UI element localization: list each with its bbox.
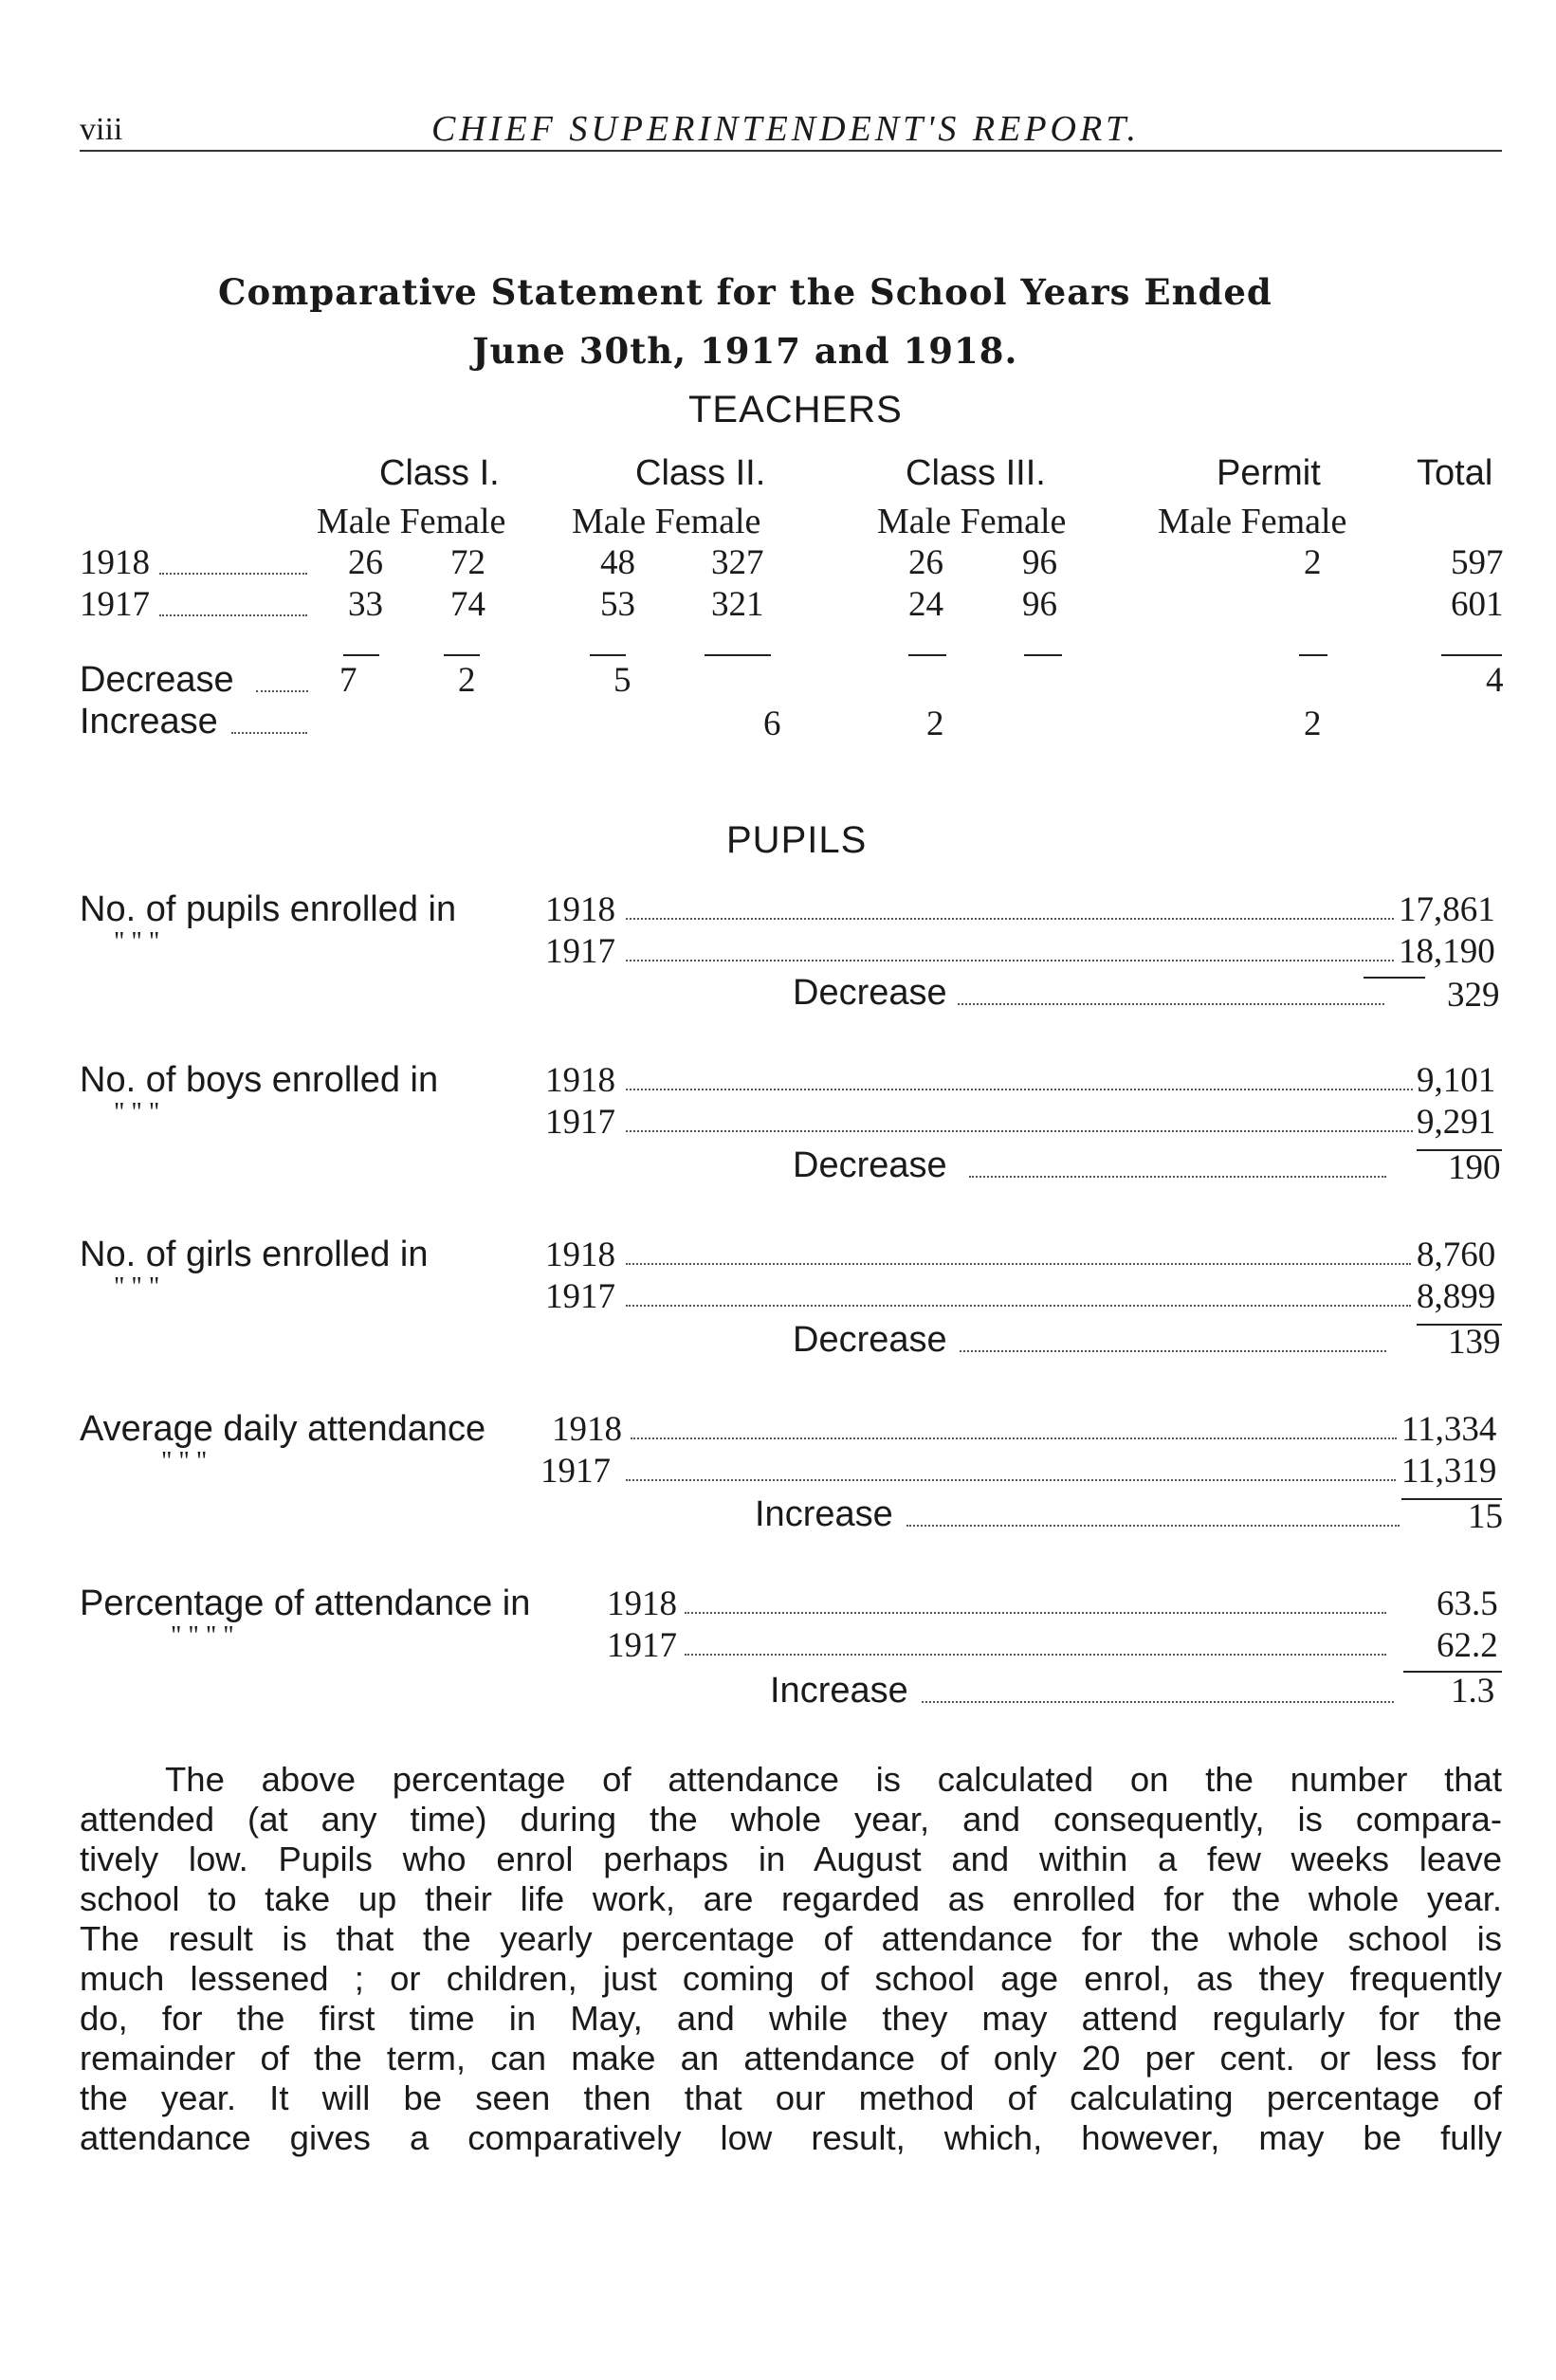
leader-dots xyxy=(685,1654,1386,1656)
permit-header: Permit xyxy=(1217,453,1321,493)
year: 1918 xyxy=(545,890,615,929)
cell: 33 xyxy=(348,585,383,624)
difference: 15 xyxy=(1468,1497,1503,1536)
year: 1918 xyxy=(607,1584,677,1623)
dash xyxy=(908,654,946,656)
leader-dots xyxy=(906,1525,1400,1527)
cell: 6 xyxy=(763,705,781,743)
class-2-subheader: Male Female xyxy=(572,502,761,541)
paragraph-line: The above percentage of attendance is calculated on the number that xyxy=(165,1760,1502,1799)
cell: 24 xyxy=(908,585,943,624)
cell: 26 xyxy=(908,543,943,582)
teachers-heading: TEACHERS xyxy=(688,389,903,430)
girls-enrolled-label: No. of girls enrolled in xyxy=(80,1235,429,1274)
dash xyxy=(444,654,480,656)
row-1918-label: 1918 xyxy=(80,543,150,582)
leader-dots xyxy=(922,1701,1394,1703)
increase-label: Increase xyxy=(755,1494,893,1534)
boys-enrolled-label: No. of boys enrolled in xyxy=(80,1060,439,1100)
ditto-marks: " " " xyxy=(114,927,160,957)
value: 9,101 xyxy=(1417,1061,1496,1100)
title-line-2: June 30th, 1917 and 1918. xyxy=(472,330,1018,372)
cell: 597 xyxy=(1451,543,1504,582)
increase-label: Increase xyxy=(80,702,218,741)
year: 1918 xyxy=(552,1410,622,1449)
leader-dots xyxy=(685,1612,1386,1614)
average-attendance-label: Average daily attendance xyxy=(80,1409,486,1449)
cell: 327 xyxy=(711,543,764,582)
value: 17,861 xyxy=(1399,890,1495,929)
dash xyxy=(1299,654,1327,656)
leader-dots xyxy=(626,1130,1413,1132)
cell: 4 xyxy=(1486,661,1504,700)
leader-dots xyxy=(626,1479,1396,1481)
value: 8,899 xyxy=(1417,1277,1496,1316)
year: 1918 xyxy=(545,1061,615,1100)
cell: 26 xyxy=(348,543,383,582)
year: 1917 xyxy=(540,1452,611,1491)
year: 1917 xyxy=(545,1277,615,1316)
paragraph-line: remainder of the term, can make an attendance of only 20 per cent. or less for xyxy=(80,2039,1502,2078)
leader-dots xyxy=(969,1176,1386,1178)
pupils-heading: PUPILS xyxy=(726,819,868,861)
cell: 5 xyxy=(613,661,632,700)
paragraph-line: The result is that the yearly percentage of attendance for the whole school is xyxy=(80,1919,1502,1958)
paragraph-line: much lessened ; or children, just coming of school age enrol, as they frequently xyxy=(80,1959,1502,1998)
ditto-marks: " " " " xyxy=(171,1621,234,1651)
leader-dots xyxy=(958,1003,1384,1005)
cell: 72 xyxy=(450,543,485,582)
increase-label: Increase xyxy=(770,1671,908,1711)
leader-dots xyxy=(631,1437,1397,1439)
cell: 2 xyxy=(1304,705,1322,743)
leader-dots xyxy=(159,614,307,616)
cell: 2 xyxy=(926,705,944,743)
difference: 329 xyxy=(1447,976,1500,1015)
class-1-header: Class I. xyxy=(379,453,500,493)
total-header: Total xyxy=(1417,453,1493,493)
decrease-label: Decrease xyxy=(80,660,234,700)
value: 11,319 xyxy=(1401,1452,1497,1491)
paragraph-line: attended (at any time) during the whole year, and consequently, is compara- xyxy=(80,1800,1502,1839)
decrease-label: Decrease xyxy=(793,1145,947,1185)
difference: 1.3 xyxy=(1451,1672,1495,1711)
row-1917-label: 1917 xyxy=(80,585,150,624)
permit-subheader: Male Female xyxy=(1158,502,1347,541)
paragraph-line: school to take up their life work, are regarded as enrolled for the whole year. xyxy=(80,1879,1502,1918)
value: 11,334 xyxy=(1401,1410,1497,1449)
cell: 96 xyxy=(1022,543,1057,582)
dash xyxy=(1441,654,1502,656)
leader-dots xyxy=(626,1263,1411,1265)
dash xyxy=(343,654,379,656)
year: 1917 xyxy=(545,1103,615,1142)
header-rule xyxy=(80,150,1502,152)
class-3-subheader: Male Female xyxy=(877,502,1067,541)
paragraph-line: attendance gives a comparatively low result, which, however, may be fully xyxy=(80,2118,1502,2157)
cell: 2 xyxy=(1304,543,1322,582)
ditto-marks: " " " xyxy=(114,1272,160,1302)
leader-dots xyxy=(626,918,1394,920)
title-line-1: Comparative Statement for the School Years Ended xyxy=(218,271,1272,313)
value: 63.5 xyxy=(1437,1584,1498,1623)
decrease-label: Decrease xyxy=(793,973,947,1013)
percentage-attendance-label: Percentage of attendance in xyxy=(80,1584,531,1623)
ditto-marks: " " " xyxy=(114,1098,160,1127)
cell: 2 xyxy=(458,661,476,700)
cell: 7 xyxy=(339,661,357,700)
dash xyxy=(705,654,771,656)
dash xyxy=(590,654,626,656)
cell: 96 xyxy=(1022,585,1057,624)
leader-dots xyxy=(626,1305,1411,1307)
cell: 74 xyxy=(450,585,485,624)
cell: 48 xyxy=(600,543,635,582)
leader-dots xyxy=(960,1350,1386,1352)
class-3-header: Class III. xyxy=(906,453,1046,493)
running-title: CHIEF SUPERINTENDENT'S REPORT. xyxy=(431,109,1140,149)
cell: 321 xyxy=(711,585,764,624)
cell: 601 xyxy=(1451,585,1504,624)
year: 1918 xyxy=(545,1236,615,1274)
value: 9,291 xyxy=(1417,1103,1496,1142)
difference: 139 xyxy=(1448,1323,1501,1362)
leader-dots xyxy=(256,690,308,692)
sum-rule xyxy=(1364,977,1425,979)
year: 1917 xyxy=(545,932,615,971)
leader-dots xyxy=(626,1089,1413,1090)
value: 8,760 xyxy=(1417,1236,1496,1274)
body-paragraph xyxy=(80,1760,1502,2158)
pupils-enrolled-label: No. of pupils enrolled in xyxy=(80,889,457,929)
leader-dots xyxy=(626,960,1394,961)
difference: 190 xyxy=(1448,1148,1501,1187)
year: 1917 xyxy=(607,1626,677,1665)
leader-dots xyxy=(159,573,307,575)
class-2-header: Class II. xyxy=(635,453,766,493)
decrease-label: Decrease xyxy=(793,1320,947,1360)
paragraph-line: the year. It will be seen then that our method of calculating percentage of xyxy=(80,2078,1502,2117)
page-number: viii xyxy=(80,112,123,147)
class-1-subheader: Male Female xyxy=(317,502,506,541)
cell: 53 xyxy=(600,585,635,624)
value: 18,190 xyxy=(1399,932,1495,971)
leader-dots xyxy=(231,732,307,734)
value: 62.2 xyxy=(1437,1626,1498,1665)
paragraph-line: do, for the first time in May, and while they may attend regularly for the xyxy=(80,1999,1502,2038)
ditto-marks: " " " xyxy=(161,1447,208,1476)
paragraph-line: tively low. Pupils who enrol perhaps in August and within a few weeks leave xyxy=(80,1840,1502,1878)
dash xyxy=(1024,654,1062,656)
